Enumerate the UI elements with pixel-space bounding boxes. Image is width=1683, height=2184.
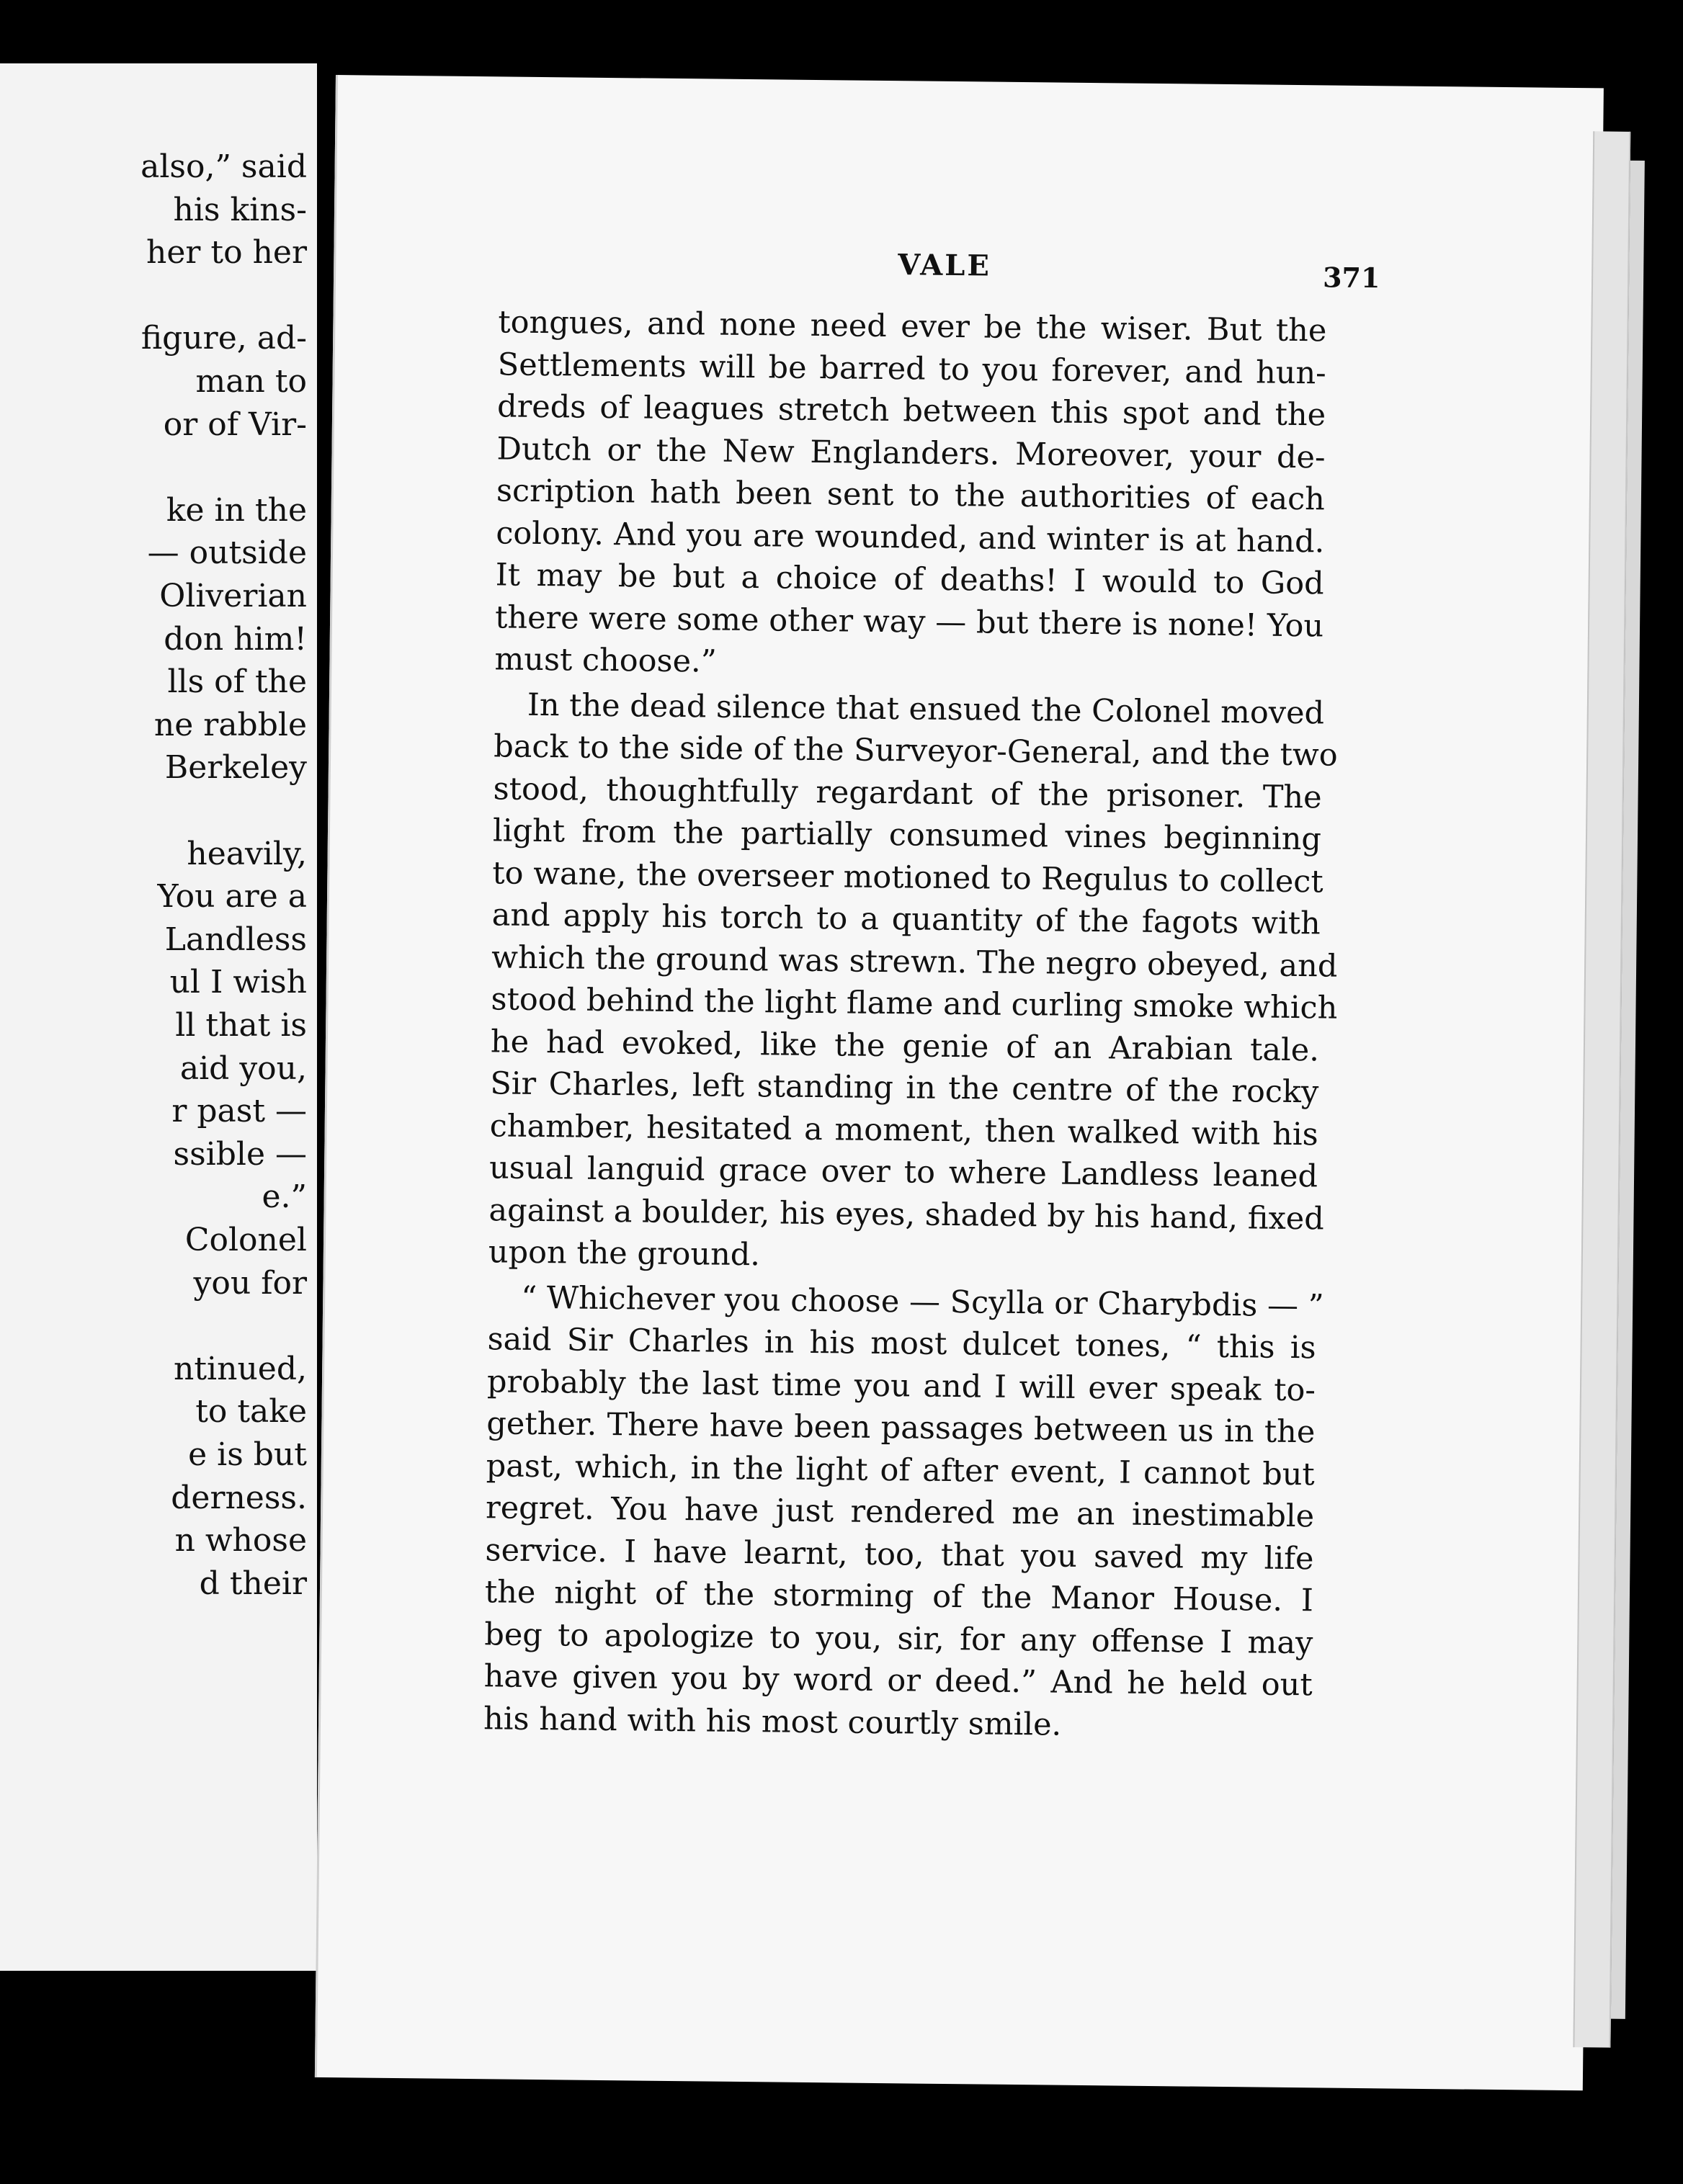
- text-line: In the dead silence that ensued the Colonel moved: [527, 686, 1325, 731]
- text-line: stood, thoughtfully regardant of the prisoner. The: [493, 770, 1322, 815]
- left-page-line: ntinued,: [174, 1350, 307, 1387]
- left-page-line: man to: [195, 363, 307, 400]
- text-line: chamber, hesitated a moment, then walked with his: [489, 1107, 1318, 1153]
- paragraph: [488, 684, 1338, 1282]
- body-text: [483, 301, 1338, 1748]
- left-page-line: lls of the: [167, 663, 307, 701]
- text-line: have given you by word or deed.” And he held out: [483, 1658, 1313, 1704]
- left-page-line: also,” said: [140, 148, 307, 185]
- running-head: VALE: [898, 248, 992, 283]
- left-page-line: ul I wish: [169, 964, 307, 1001]
- text-line: which the ground was strewn. The negro obeyed, and: [491, 939, 1338, 985]
- left-page-line: e is but: [188, 1436, 307, 1473]
- paragraph: [494, 301, 1326, 689]
- left-page-line: Landless: [164, 921, 307, 958]
- left-page-line: ssible —: [173, 1135, 307, 1173]
- text-line: said Sir Charles in his most dulcet tones, “ this is: [487, 1321, 1316, 1366]
- text-line: colony. And you are wounded, and winter is at hand.: [496, 514, 1325, 560]
- text-line: light from the partially consumed vines beginning: [492, 813, 1322, 858]
- left-page-line: You are a: [157, 878, 307, 916]
- left-page-line: or of Vir-: [163, 406, 307, 443]
- text-line: there were some other way — but there is none! You: [494, 599, 1324, 644]
- left-page-line: e.”: [262, 1178, 307, 1216]
- left-page-line: you for: [193, 1264, 307, 1302]
- text-line: upon the ground.: [488, 1234, 761, 1274]
- text-line: Settlements will be barred to you forever, and hun-: [497, 346, 1327, 391]
- text-line: past, which, in the light of after event, I cannot but: [486, 1447, 1315, 1492]
- text-line: dreds of leagues stretch between this spot and the: [496, 388, 1326, 434]
- left-page-line: don him!: [164, 620, 307, 658]
- text-line: back to the side of the Surveyor-General, and the two: [493, 728, 1338, 774]
- text-line: stood behind the light flame and curling smoke which: [491, 981, 1338, 1026]
- left-page-line: figure, ad-: [140, 320, 307, 357]
- left-page-line: ne rabble: [153, 706, 307, 743]
- text-line: his hand with his most courtly smile.: [483, 1700, 1062, 1743]
- page-number: 371: [1322, 261, 1380, 295]
- left-page-line: aid you,: [179, 1050, 307, 1087]
- text-line: to wane, the overseer motioned to Regulus to collect: [492, 854, 1323, 900]
- text-line: the night of the storming of the Manor House. I: [484, 1574, 1314, 1619]
- text-line: tongues, and none need ever be the wiser. But the: [498, 304, 1327, 349]
- left-page-line: Berkeley: [164, 749, 307, 787]
- text-line: service. I have learnt, too, that you saved my life: [485, 1531, 1314, 1577]
- text-line: scription hath been sent to the authorities of each: [496, 473, 1326, 518]
- left-page-line: to take: [195, 1393, 307, 1431]
- left-page-line: heavily,: [187, 835, 307, 872]
- book-page: [315, 75, 1604, 2090]
- text-line: Dutch or the New Englanders. Moreover, your de-: [496, 430, 1326, 475]
- text-line: must choose.”: [494, 641, 717, 680]
- paragraph: [483, 1276, 1324, 1749]
- left-page-line: derness.: [171, 1479, 307, 1516]
- text-line: beg to apologize to you, sir, for any offense I may: [484, 1616, 1313, 1661]
- left-page-line: ke in the: [166, 491, 307, 529]
- left-page-fragment: [0, 63, 326, 1971]
- left-page-line: Oliverian: [159, 578, 307, 614]
- left-page-line: her to her: [146, 234, 307, 272]
- text-line: he had evoked, like the genie of an Arabian tale.: [490, 1023, 1320, 1068]
- left-page-line: n whose: [174, 1522, 307, 1559]
- text-line: gether. There have been passages between us in the: [486, 1405, 1316, 1451]
- left-page-line: his kins-: [173, 191, 307, 228]
- text-line: against a boulder, his eyes, shaded by his hand, fixed: [488, 1191, 1325, 1237]
- left-page-line: Colonel: [184, 1222, 307, 1258]
- text-line: and apply his torch to a quantity of the fagots with: [491, 897, 1321, 942]
- left-page-line: ll that is: [175, 1007, 307, 1044]
- left-page-line: — outside: [147, 534, 307, 572]
- text-line: It may be but a choice of deaths! I would to God: [495, 557, 1324, 602]
- left-page-line: r past —: [171, 1093, 307, 1130]
- text-line: probably the last time you and I will ever speak to-: [486, 1363, 1316, 1408]
- text-line: “ Whichever you choose — Scylla or Charybdis — ”: [520, 1279, 1324, 1324]
- text-line: regret. You have just rendered me an inestimable: [485, 1490, 1315, 1535]
- text-line: usual languid grace over to where Landless leaned: [488, 1150, 1318, 1195]
- left-page-line: d their: [199, 1565, 307, 1602]
- text-line: Sir Charles, left standing in the centre of the rocky: [490, 1065, 1319, 1111]
